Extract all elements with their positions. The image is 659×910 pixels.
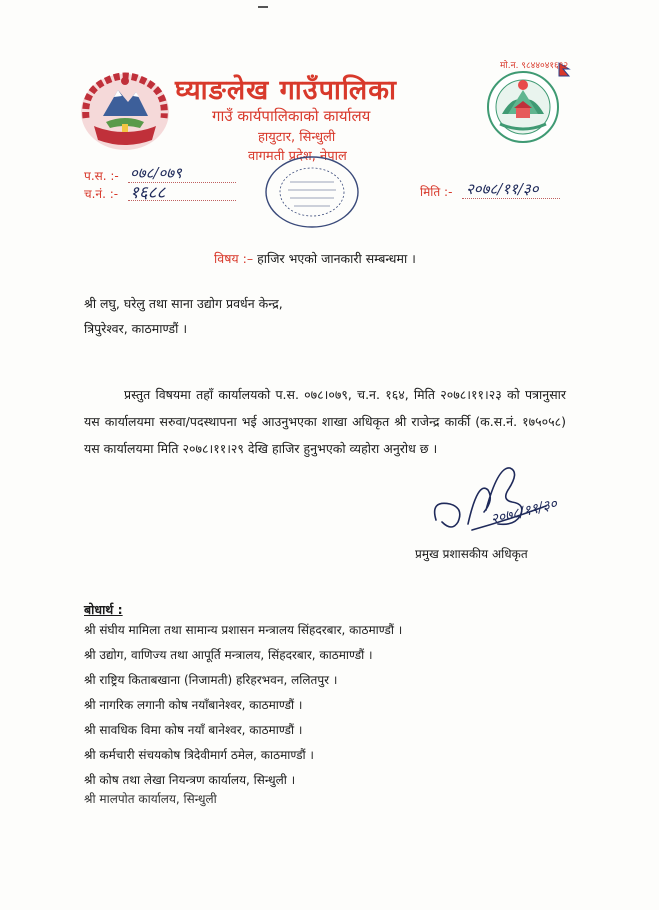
date-label: मिति :- <box>420 185 453 199</box>
subject-line <box>214 250 416 267</box>
recipient-line-2: त्रिपुरेश्वर, काठमाण्डौं । <box>84 321 188 336</box>
cc-cutoff-text: श्री मालपोत कार्यालय, सिन्धुली <box>84 792 217 806</box>
cc-cutoff-line <box>84 792 554 806</box>
cc-list <box>84 618 584 793</box>
cc-item: श्री कोष तथा लेखा नियन्त्रण कार्यालय, सिन्धुली । <box>84 773 296 787</box>
cc-item: श्री उद्योग, वाणिज्य तथा आपूर्ति मन्त्रालय, सिंहदरबार, काठमाण्डौं । <box>84 648 373 662</box>
ps-label: प.स. :- <box>84 169 119 183</box>
registration-number: मो.न. ९८४४०४१६९२ <box>500 61 569 71</box>
ps-value: ०७८/०७९ <box>130 164 182 182</box>
cn-dotline <box>128 200 236 201</box>
office-province: वागमती प्रदेश, नेपाल <box>248 149 347 164</box>
cn-label: च.नं. :- <box>84 187 119 201</box>
date-dotline <box>462 198 560 199</box>
cc-item: श्री कर्मचारी संचयकोष त्रिदेवीमार्ग ठमेल, काठमाण्डौं । <box>84 748 314 762</box>
cc-heading: बोधार्थ : <box>84 602 123 617</box>
municipality-logo <box>486 70 560 144</box>
scan-mark <box>258 6 268 8</box>
municipality-title: घ्याङलेख गाउँपालिका <box>175 75 397 106</box>
signature-date: २०७८/११/३० <box>489 496 559 528</box>
subject-label: विषय :– <box>214 251 254 266</box>
cc-item: श्री राष्ट्रिय किताबखाना (निजामती) हरिहरभवन, ललितपुर । <box>84 673 338 687</box>
subject-text: हाजिर भएको जानकारी सम्बन्धमा । <box>257 251 416 266</box>
cc-item: श्री सावधिक विमा कोष नयाँ बानेश्वर, काठमाण्डौं । <box>84 723 303 737</box>
cn-value: १६८८ <box>130 183 166 203</box>
signatory-title: प्रमुख प्रशासकीय अधिकृत <box>415 547 528 561</box>
cc-item: श्री नागरिक लगानी कोष नयाँबानेश्वर, काठमाण्डौं । <box>84 698 303 712</box>
office-address: हायुटार, सिन्धुली <box>258 130 336 145</box>
office-subtitle: गाउँ कार्यपालिकाको कार्यालय <box>212 107 371 125</box>
date-value: २०७८/११/३० <box>466 180 539 198</box>
recipient-line-1: श्री लघु, घरेलु तथा साना उद्योग प्रवर्धन केन्द्र, <box>84 296 283 311</box>
body-paragraph: प्रस्तुत विषयमा तहाँ कार्यालयको प.स. ०७८।०७९, च.न. १६४, मिति २०७८।११।२३ को पत्रानुसार यस कार्यालयमा सरुवा/पदस्थापना भई आउनुभएका शाखा अधिकृत श्री राजेन्द्र कार्की (क.स.नं. १७५०५८) यस कार्यालयमा मिति २०७८।११।२९ देखि हाजिर हुनुभएको व्यहोरा अनुरोध छ । <box>84 387 566 456</box>
office-stamp <box>262 154 362 230</box>
nepal-emblem-logo <box>78 70 172 152</box>
cc-item: श्री संघीय मामिला तथा सामान्य प्रशासन मन्त्रालय सिंहदरबार, काठमाण्डौं । <box>84 623 403 637</box>
